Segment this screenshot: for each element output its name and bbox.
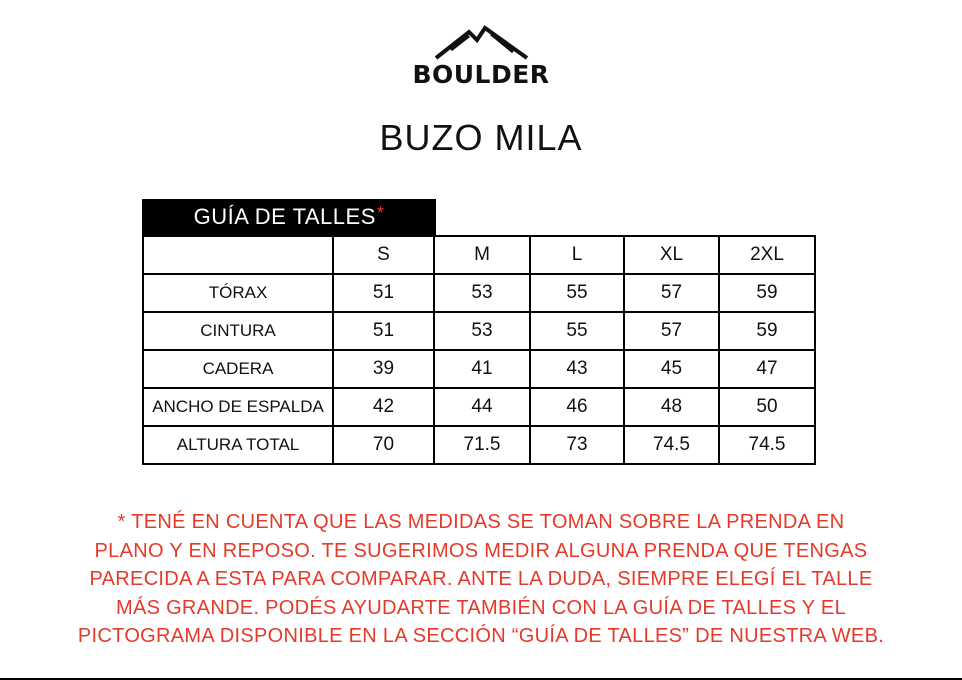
column-header-size: XL [624,236,719,274]
note-line: MÁS GRANDE. PODÉS AYUDARTE TAMBIÉN CON LA GUÍA DE TALLES Y EL [115,596,846,619]
table-cell: 55 [530,274,624,312]
table-cell: 51 [333,312,434,350]
note-line: * TENÉ EN CUENTA QUE LAS MEDIDAS SE TOMAN SOBRE LA PRENDA EN [117,511,845,533]
table-cell: 55 [530,312,624,350]
mountain-icon [433,22,529,62]
note-line: PARECIDA A ESTA PARA COMPARAR. ANTE LA DUDA, SIEMPRE ELEGÍ EL TALLE [89,568,873,590]
table-cell: 46 [530,388,624,426]
table-cell: 44 [434,388,530,426]
table-cell: 53 [434,274,530,312]
row-label: CINTURA [143,312,333,350]
size-guide-title: GUÍA DE TALLES [193,204,376,229]
table-cell: 39 [333,350,434,388]
table-cell: 59 [719,312,815,350]
table-cell: 53 [434,312,530,350]
table-cell: 59 [719,274,815,312]
note-line: PLANO Y EN REPOSO. TE SUGERIMOS MEDIR ALGUNA PRENDA QUE TENGAS [94,539,868,562]
table-cell: 57 [624,274,719,312]
table-cell: 73 [530,426,624,464]
table-cell: 42 [333,388,434,426]
table-row [143,350,815,388]
footnote-mark: * [376,202,385,223]
column-header-size: L [530,236,624,274]
table-cell: 43 [530,350,624,388]
table-row [143,388,815,426]
table-cell: 70 [333,426,434,464]
product-title: BUZO MILA [379,117,583,158]
size-guide-header [142,199,436,235]
table-header-row [143,236,815,274]
table-cell: 51 [333,274,434,312]
row-label: CADERA [143,350,333,388]
row-label: ALTURA TOTAL [143,426,333,464]
size-table [142,235,816,465]
brand-logo [0,22,962,62]
table-cell: 50 [719,388,815,426]
column-header-size: 2XL [719,236,815,274]
table-cell: 74.5 [719,426,815,464]
column-header-size: S [333,236,434,274]
table-cell: 71.5 [434,426,530,464]
table-cell: 74.5 [624,426,719,464]
column-header-blank [143,236,333,274]
table-cell: 45 [624,350,719,388]
note-line: PICTOGRAMA DISPONIBLE EN LA SECCIÓN “GUÍA DE TALLES” DE NUESTRA WEB. [77,625,885,647]
table-cell: 41 [434,350,530,388]
table-cell: 48 [624,388,719,426]
table-row [143,426,815,464]
row-label: ANCHO DE ESPALDA [143,388,333,426]
table-row [143,312,815,350]
table-row [143,274,815,312]
table-cell: 57 [624,312,719,350]
table-cell: 47 [719,350,815,388]
row-label: TÓRAX [143,274,333,312]
column-header-size: M [434,236,530,274]
brand-name: BOULDER [412,60,550,89]
size-note [40,508,922,651]
